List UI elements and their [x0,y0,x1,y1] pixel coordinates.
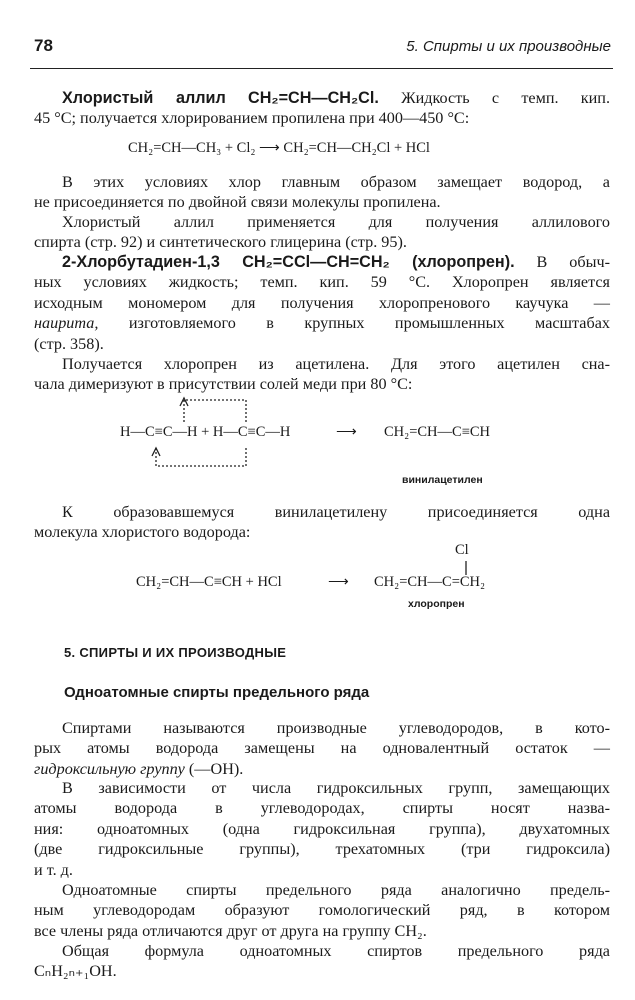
text-line: все члены ряда отличаются друг от друга на группу CH₂. [34,921,427,940]
text-line: Общая формула одноатомных спиртов предельного ряда [62,942,610,960]
scheme2-product-label: хлоропрен [408,598,465,610]
scheme1-product: CH₂=CH—C≡CH [384,424,491,440]
scheme1-reactants: H—C≡C—H + H—C≡C—H [120,424,291,440]
text-line: наирита, изготовляемого в крупных промышленных масштабах [34,314,610,333]
text-line: исходным мономером для получения хлоропренового каучука — [34,293,610,312]
scheme1-product-label: винилацетилен [402,474,483,486]
allyl-paragraph [34,88,610,129]
text-line: (стр. 358). [34,334,104,353]
section-heading: 5. СПИРТЫ И ИХ ПРОИЗВОДНЫЕ [64,645,287,660]
text-line: Хлористый аллил CH₂=CH—CH₂Cl. Жидкость с темп. кип. [62,89,611,107]
text-line: (две гидроксильные группы), трехатомных (три гидроксила) [34,840,610,859]
text-line: ных условиях жидкость; темп. кип. 59 °С. Хлоропрен является [34,273,610,292]
text-line: Получается хлоропрен из ацетилена. Для этого ацетилен сна- [62,355,610,373]
text-line: В зависимости от числа гидроксильных групп, замещающих [62,779,610,797]
text-line: рых атомы водорода замещены на одновалентный остаток — [34,739,610,758]
text-line: не присоединяется по двойной связи молекулы пропилена. [34,193,441,212]
allyl-formula: CH₂=CH—CH₂Cl. [248,89,379,107]
paragraph-acetylene [34,354,610,395]
text-line: ния: одноатомных (одна гидроксильная группа), двухатомных [34,819,610,838]
scheme2-reactants: CH₂=CH—C≡CH + HCl [136,574,282,590]
text-line: Спиртами называются производные углеводородов, в кото- [62,719,610,737]
text-line: гидроксильную группу (—OH). [34,759,244,778]
chloroprene-paragraph [34,252,610,354]
text-line: и т. д. [34,860,73,879]
subsection-heading: Одноатомные спирты предельного ряда [64,684,370,701]
header-rule [30,68,613,69]
paragraph-classification [34,778,610,880]
paragraph-uses [34,212,610,253]
text-line: молекула хлористого водорода: [34,523,251,542]
text-line: Одноатомные спирты предельного ряда аналогично предель- [62,881,610,899]
general-formula: CₙH₂ₙ₊₁OH. [34,962,117,981]
text-line: Хлористый аллил применяется для получения аллилового [62,213,610,231]
paragraph-definition [34,718,610,779]
text-line: чала димеризуют в присутствии солей меди при 80 °С: [34,375,413,394]
paragraph-substitution [34,172,610,213]
equation-chlorination: CH₂=CH—CH₃ + Cl₂ ⟶ CH₂=CH—CH₂Cl + HCl [128,140,430,156]
text-line: атомы водорода в углеводородах, спирты носят назва- [34,799,610,818]
page-header [34,36,611,62]
arrow: ⟶ [328,574,349,590]
scheme2-product: CH₂=CH—C=CH₂ [374,574,486,590]
running-title: 5. Спирты и их производные [406,38,611,55]
text-line: К образовавшемуся винилацетилену присоединяется одна [62,503,610,521]
text-line: 2-Хлорбутадиен-1,3 CH₂=CCl—CH=CH₂ (хлоропрен). В обыч- [62,253,610,271]
paragraph-general-formula [34,941,610,982]
text-line: спирта (стр. 92) и синтетического глицерина (стр. 95). [34,233,407,252]
paragraph-homologous-series [34,880,610,941]
arrow: ⟶ [336,424,357,440]
scheme2-substituent: Cl [455,542,469,558]
text-line: ным углеводородам образуют гомологический ряд, в котором [34,901,610,920]
chloroprene-name: 2-Хлорбутадиен-1,3 CH₂=CCl—CH=CH₂ (хлоропрен). [62,253,515,271]
text-line: В этих условиях хлор главным образом замещает водород, а [62,173,610,191]
page-number: 78 [34,36,53,55]
paragraph-addition [34,502,610,543]
text-line: 45 °С; получается хлорированием пропилена при 400—450 °С: [34,109,470,128]
